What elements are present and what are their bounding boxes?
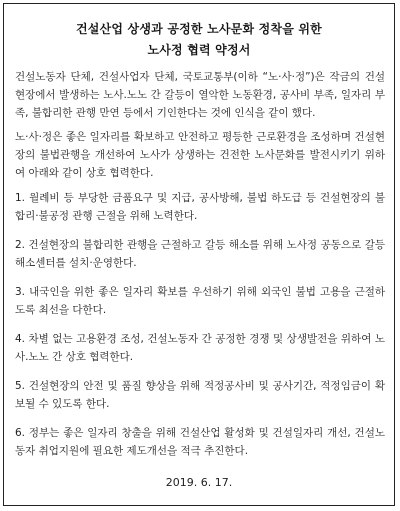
agreement-document [3,3,395,506]
agreement-item-4: 4. 차별 없는 고용환경 조성, 건설노동자 간 공정한 경쟁 및 상생발전을 위하여 노사.노노 간 상호 협력한다. [15,333,385,363]
agreement-paragraph: 노·사·정은 좋은 일자리를 확보하고 안전하고 평등한 근로환경을 조성하며 건설현장의 불법관행을 개선하여 노사가 상생하는 건전한 노사문화를 발전시키기 위하여 아래와 같이 상호 협력한다. [15,131,385,179]
document-title-line-1: 건설산업 상생과 공정한 노사문화 정착을 위한 [76,22,322,36]
agreement-item-6: 6. 정부는 좋은 일자리 창출을 위해 건설산업 활성화 및 건설일자리 개선, 건설노동자 취업지원에 필요한 제도개선을 적극 추진한다. [15,427,385,457]
agreement-item-3: 3. 내국인을 위한 좋은 일자리 확보를 우선하기 위해 외국인 불법 고용을 근절하도록 최선을 다한다. [15,286,385,316]
agreement-item-5: 5. 건설현장의 안전 및 품질 향상을 위해 적정공사비 및 공사기간, 적정임금이 확보될 수 있도록 한다. [15,380,385,410]
document-title-line-2: 노사정 협력 약정서 [147,43,251,57]
agreement-item-2: 2. 건설현장의 불합리한 관행을 근절하고 갈등 해소를 위해 노사정 공동으로 갈등해소센터를 설치·운영한다. [15,239,385,269]
document-date: 2019. 6. 17. [165,476,233,489]
intro-paragraph: 건설노동자 단체, 건설사업자 단체, 국토교통부(이하 “노·사·정”)은 작금의 건설현장에서 발생하는 노사.노노 간 갈등이 열악한 노동환경, 공사비 부족, 일자리 부족, 불합리한 관행 만연 등에서 기인한다는 것에 인식을 같이 했다. [15,71,385,119]
agreement-item-1: 1. 월례비 등 부당한 금품요구 및 지급, 공사방해, 불법 하도급 등 건설현장의 불합리·불공정 관행 근절을 위해 노력한다. [15,192,385,222]
